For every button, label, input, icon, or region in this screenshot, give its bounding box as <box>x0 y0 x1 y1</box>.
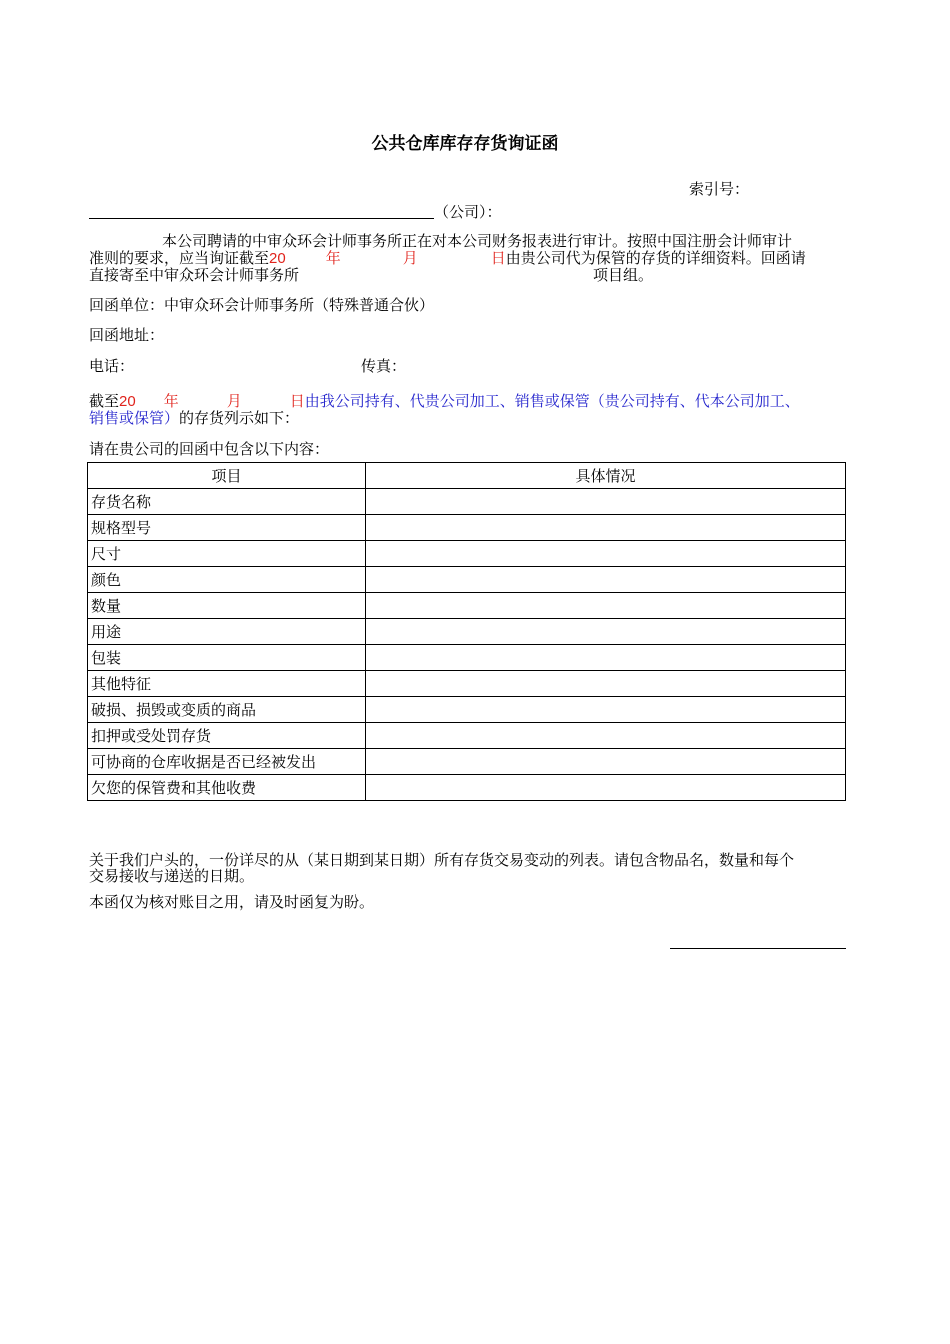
intro-line-1: 本公司聘请的中审众环会计师事务所正在对本公司财务报表进行审计。按照中国注册会计师审计 <box>162 232 793 250</box>
index-number-label: 索引号： <box>689 180 750 198</box>
row-label: 规格型号 <box>88 515 366 541</box>
row-details-cell[interactable] <box>366 671 846 697</box>
row-details-cell[interactable] <box>366 749 846 775</box>
inventory-date-month: 月 <box>226 393 242 410</box>
footer-line-2: 交易接收与递送的日期。 <box>89 867 255 885</box>
date-century: 20 <box>269 250 286 267</box>
addressee-blank-line <box>89 218 434 219</box>
table-row <box>88 593 846 619</box>
date-month: 月 <box>402 250 418 267</box>
table-row <box>88 541 846 567</box>
table-row <box>88 567 846 593</box>
table-row <box>88 515 846 541</box>
intro-line-2-prefix: 准则的要求，应当询证截至 <box>89 249 270 267</box>
row-label: 用途 <box>88 619 366 645</box>
row-details-cell[interactable] <box>366 567 846 593</box>
table-row <box>88 723 846 749</box>
inventory-suffix: 的存货列示如下： <box>179 409 300 427</box>
table-header-row <box>88 463 846 489</box>
row-details-cell[interactable] <box>366 619 846 645</box>
table-row <box>88 775 846 801</box>
phone-label: 电话： <box>89 357 135 375</box>
header-item: 项目 <box>88 463 366 489</box>
table-intro: 请在贵公司的回函中包含以下内容： <box>89 440 330 458</box>
footer-line-1: 关于我们户头的，一份详尽的从（某日期到某日期）所有存货交易变动的列表。请包含物品名，数量和每个 <box>89 851 795 869</box>
date-year: 年 <box>325 250 341 267</box>
inventory-date-year: 年 <box>163 393 179 410</box>
row-details-cell[interactable] <box>366 697 846 723</box>
row-details-cell[interactable] <box>366 775 846 801</box>
table-row <box>88 749 846 775</box>
footer-line-3: 本函仅为核对账目之用，请及时函复为盼。 <box>89 893 375 911</box>
row-label: 颜色 <box>88 567 366 593</box>
row-label: 存货名称 <box>88 489 366 515</box>
header-details: 具体情况 <box>366 463 846 489</box>
inventory-prefix: 截至 <box>89 392 120 410</box>
row-details-cell[interactable] <box>366 541 846 567</box>
inventory-blue-part-1: 由我公司持有、代贵公司加工、销售或保管（贵公司持有、代本公司加工、 <box>304 392 800 410</box>
row-label: 破损、损毁或变质的商品 <box>88 697 366 723</box>
signature-line <box>670 948 846 949</box>
table-row <box>88 697 846 723</box>
row-details-cell[interactable] <box>366 593 846 619</box>
table-row <box>88 489 846 515</box>
inventory-table <box>87 462 846 801</box>
table-row <box>88 671 846 697</box>
reply-address: 回函地址： <box>89 326 165 344</box>
row-label: 扣押或受处罚存货 <box>88 723 366 749</box>
row-label: 数量 <box>88 593 366 619</box>
row-label: 包装 <box>88 645 366 671</box>
intro-line-2 <box>89 250 806 267</box>
intro-line-3a: 直接寄至中审众环会计师事务所 <box>89 266 300 284</box>
date-day: 日 <box>490 250 506 267</box>
page-title: 公共仓库库存存货询证函 <box>371 134 559 154</box>
inventory-sentence-line-2 <box>89 410 299 427</box>
row-label: 可协商的仓库收据是否已经被发出 <box>88 749 366 775</box>
table-row <box>88 645 846 671</box>
intro-line-2-suffix: 由贵公司代为保管的存货的详细资料。回函请 <box>505 249 806 267</box>
row-label: 欠您的保管费和其他收费 <box>88 775 366 801</box>
table-row <box>88 619 846 645</box>
addressee-suffix: （公司）： <box>434 203 502 221</box>
row-label: 其他特征 <box>88 671 366 697</box>
inventory-sentence-line-1 <box>89 393 800 410</box>
inventory-blue-part-2: 销售或保管） <box>89 409 180 427</box>
row-details-cell[interactable] <box>366 515 846 541</box>
inventory-date-day: 日 <box>289 393 305 410</box>
row-label: 尺寸 <box>88 541 366 567</box>
row-details-cell[interactable] <box>366 645 846 671</box>
intro-line-3b: 项目组。 <box>593 266 654 284</box>
inventory-date-century: 20 <box>119 393 136 410</box>
row-details-cell[interactable] <box>366 723 846 749</box>
fax-label: 传真： <box>361 357 407 375</box>
row-details-cell[interactable] <box>366 489 846 515</box>
reply-unit: 回函单位：中审众环会计师事务所（特殊普通合伙） <box>89 296 435 314</box>
